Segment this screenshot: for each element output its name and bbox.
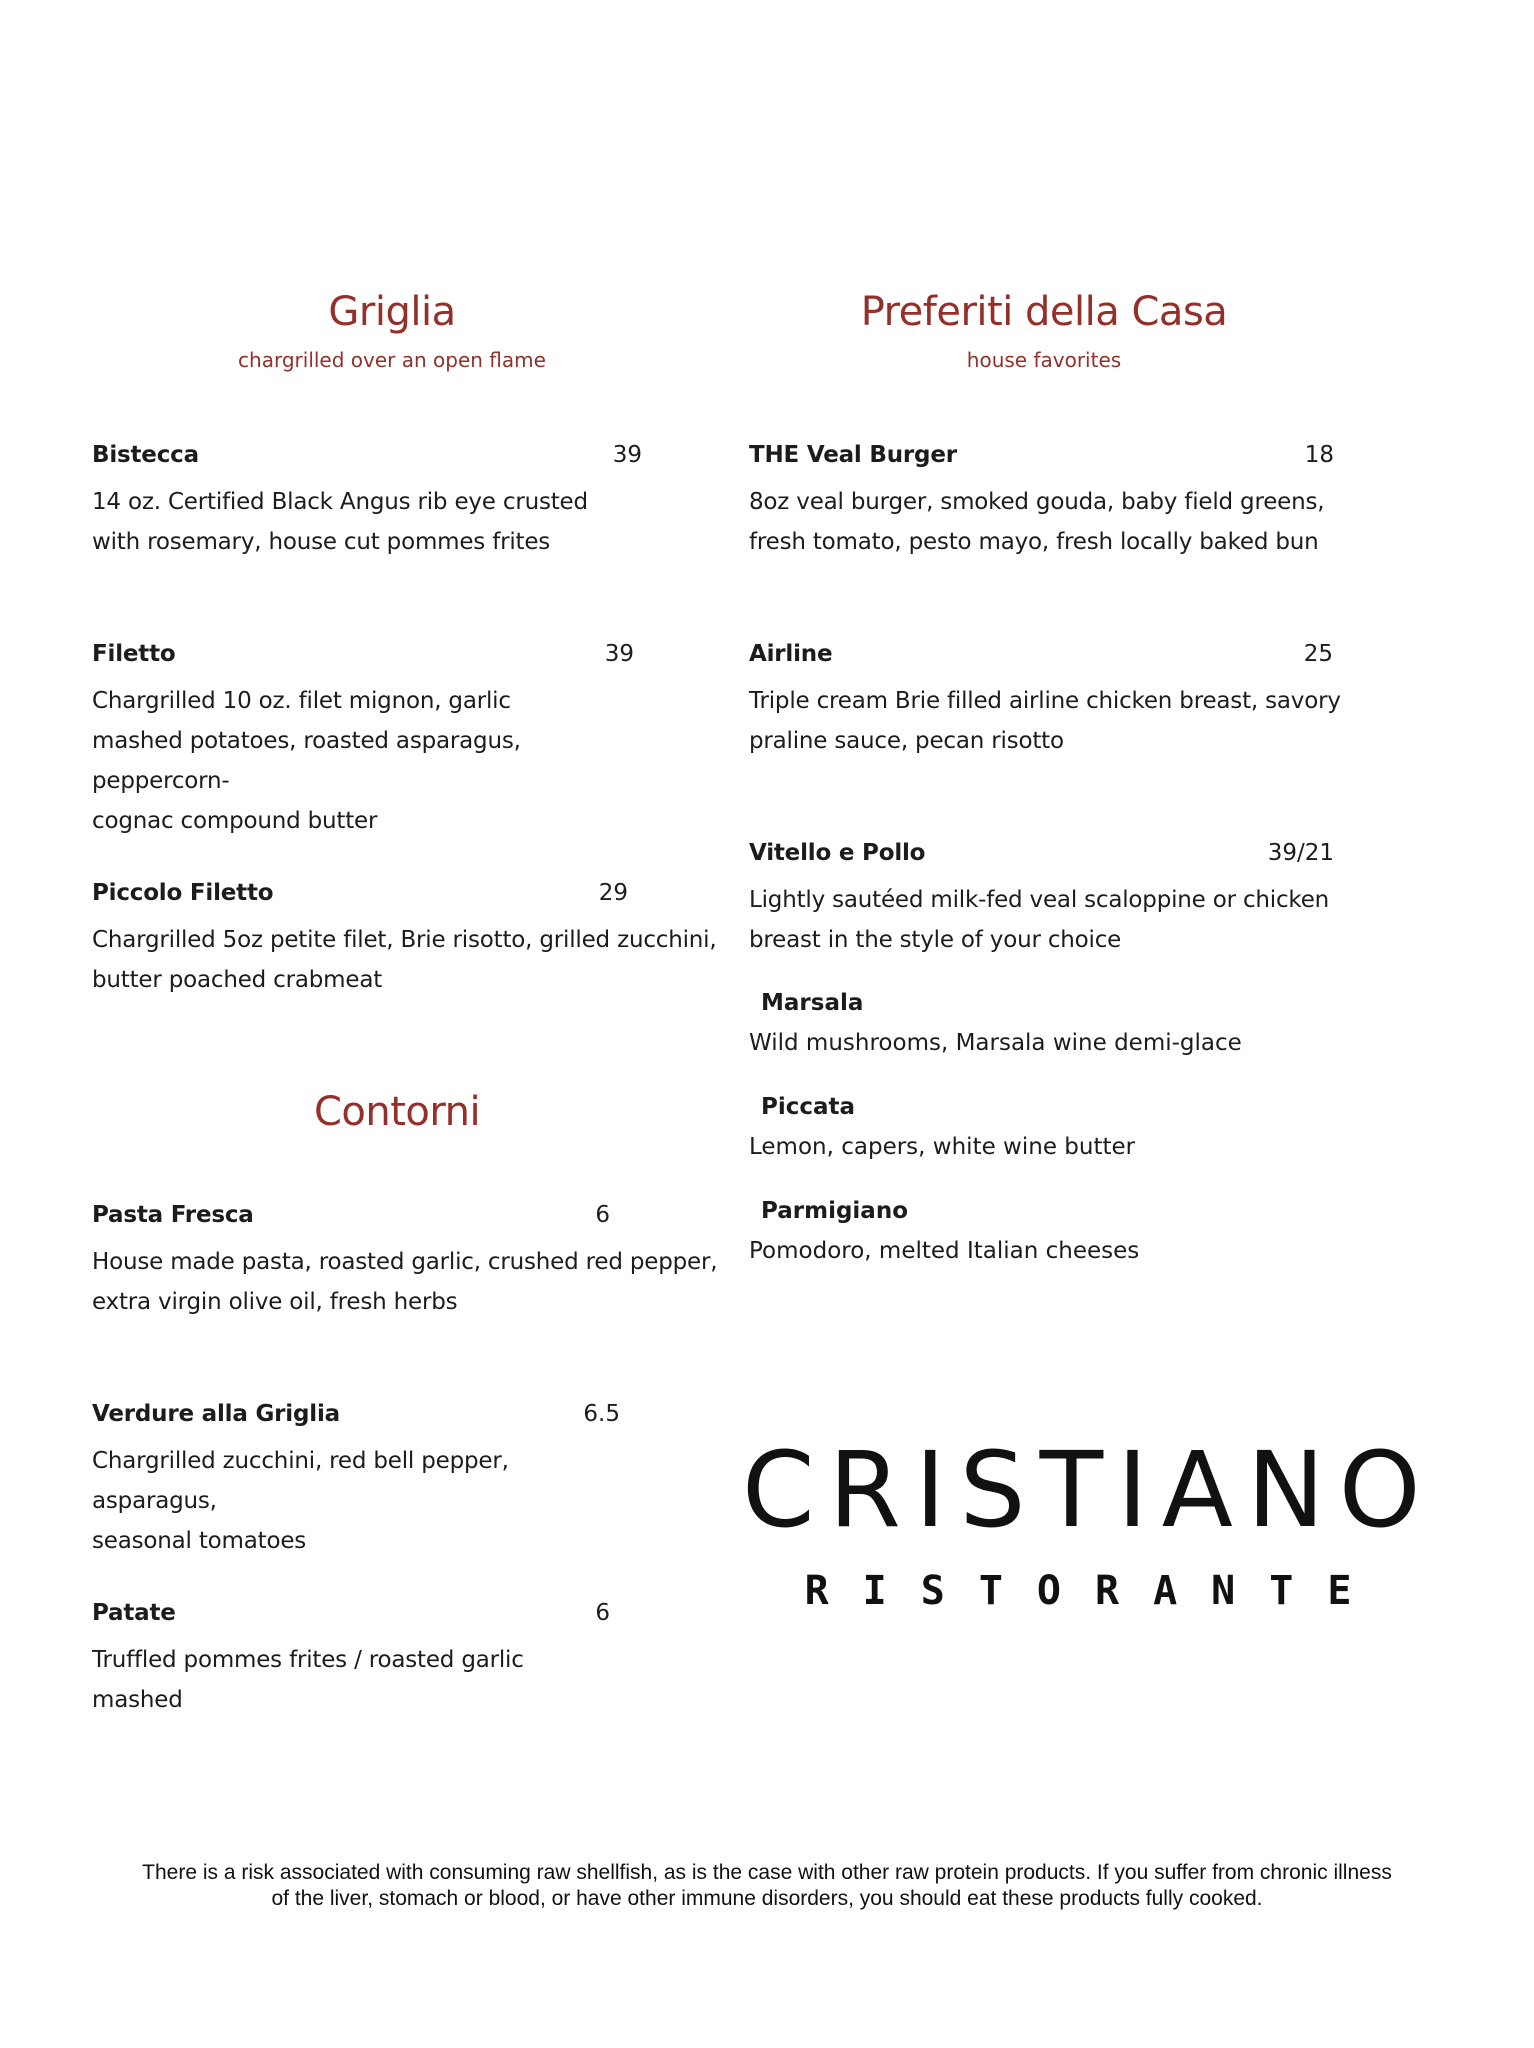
- item-desc-line: breast in the style of your choice: [749, 927, 1122, 953]
- item-name: Patate: [92, 1600, 176, 1626]
- section-title-preferiti: Preferiti della Casa: [860, 289, 1228, 335]
- item-desc-line: fresh tomato, pesto mayo, fresh locally baked bun: [749, 529, 1319, 555]
- logo-wordmark: CRISTIANO: [742, 1429, 1435, 1551]
- left-column: [92, 285, 692, 375]
- style-desc: Pomodoro, melted Italian cheeses: [749, 1238, 1140, 1264]
- style-option-piccata: [749, 1087, 1339, 1167]
- item-name: THE Veal Burger: [749, 442, 957, 468]
- item-name: Bistecca: [92, 442, 199, 468]
- style-name: Piccata: [761, 1094, 856, 1120]
- item-desc-line: butter poached crabmeat: [92, 967, 383, 993]
- menu-item-veal-burger: [749, 442, 1334, 562]
- item-desc-line: Chargrilled zucchini, red bell pepper, asparagus,: [92, 1448, 509, 1514]
- disclaimer-line: of the liver, stomach or blood, or have other immune disorders, you should eat these products fully cooked.: [271, 1887, 1263, 1910]
- style-name: Marsala: [761, 990, 864, 1016]
- item-name: Pasta Fresca: [92, 1202, 254, 1228]
- section-title-griglia: Griglia: [328, 289, 456, 335]
- style-option-parmigiano: [749, 1191, 1339, 1271]
- style-option-marsala: [749, 983, 1339, 1063]
- health-disclaimer: [90, 1860, 1444, 1912]
- item-name: Verdure alla Griglia: [92, 1401, 340, 1427]
- menu-item-bistecca: [92, 442, 642, 562]
- item-desc-line: mashed potatoes, roasted asparagus, peppercorn-: [92, 728, 521, 794]
- logo-tagline: RISTORANTE: [804, 1568, 1386, 1614]
- item-desc-line: Triple cream Brie filled airline chicken breast, savory: [749, 688, 1341, 714]
- item-desc-line: Lightly sautéed milk-fed veal scaloppine or chicken: [749, 887, 1330, 913]
- item-price: 39: [604, 641, 634, 667]
- menu-item-vitello-e-pollo: [749, 840, 1334, 960]
- item-name: Filetto: [92, 641, 176, 667]
- item-desc-line: cognac compound butter: [92, 808, 378, 834]
- item-price: 6: [595, 1600, 610, 1626]
- item-name: Vitello e Pollo: [749, 840, 926, 866]
- item-desc-line: extra virgin olive oil, fresh herbs: [92, 1289, 458, 1315]
- item-price: 25: [1303, 641, 1333, 667]
- item-name: Piccolo Filetto: [92, 880, 274, 906]
- item-desc-line: House made pasta, roasted garlic, crushed red pepper,: [92, 1249, 718, 1275]
- menu-item-patate: [92, 1600, 610, 1720]
- item-desc-line: Truffled pommes frites / roasted garlic mashed: [92, 1647, 524, 1713]
- item-desc-line: 14 oz. Certified Black Angus rib eye crusted: [92, 489, 588, 515]
- style-name: Parmigiano: [761, 1198, 908, 1224]
- menu-item-airline: [749, 641, 1341, 761]
- section-subtitle-preferiti: house favorites: [966, 348, 1122, 372]
- section-title-contorni: Contorni: [313, 1089, 481, 1135]
- disclaimer-line: There is a risk associated with consuming raw shellfish, as is the case with other raw protein products. If you suffer from chronic illness: [142, 1861, 1392, 1884]
- section-subtitle-griglia: chargrilled over an open flame: [238, 348, 546, 372]
- item-desc-line: seasonal tomatoes: [92, 1528, 307, 1554]
- item-price: 39: [612, 442, 642, 468]
- restaurant-logo: [728, 1429, 1435, 1616]
- item-desc-line: with rosemary, house cut pommes frites: [92, 529, 551, 555]
- item-desc-line: praline sauce, pecan risotto: [749, 728, 1064, 754]
- item-name: Airline: [749, 641, 833, 667]
- menu-item-piccolo-filetto: [92, 880, 717, 1000]
- item-desc-line: Chargrilled 10 oz. filet mignon, garlic: [92, 688, 511, 714]
- right-column: [749, 285, 1339, 375]
- menu-item-pasta-fresca: [92, 1202, 718, 1322]
- style-desc: Lemon, capers, white wine butter: [749, 1134, 1136, 1160]
- item-price: 18: [1304, 442, 1334, 468]
- menu-item-verdure-alla-griglia: [92, 1401, 620, 1561]
- item-price: 29: [598, 880, 628, 906]
- item-price: 6.5: [583, 1401, 620, 1427]
- item-price: 6: [595, 1202, 610, 1228]
- item-desc-line: Chargrilled 5oz petite filet, Brie risotto, grilled zucchini,: [92, 927, 717, 953]
- item-desc-line: 8oz veal burger, smoked gouda, baby field greens,: [749, 489, 1325, 515]
- menu-item-filetto: [92, 641, 634, 841]
- item-price: 39/21: [1267, 840, 1334, 866]
- style-desc: Wild mushrooms, Marsala wine demi-glace: [749, 1030, 1242, 1056]
